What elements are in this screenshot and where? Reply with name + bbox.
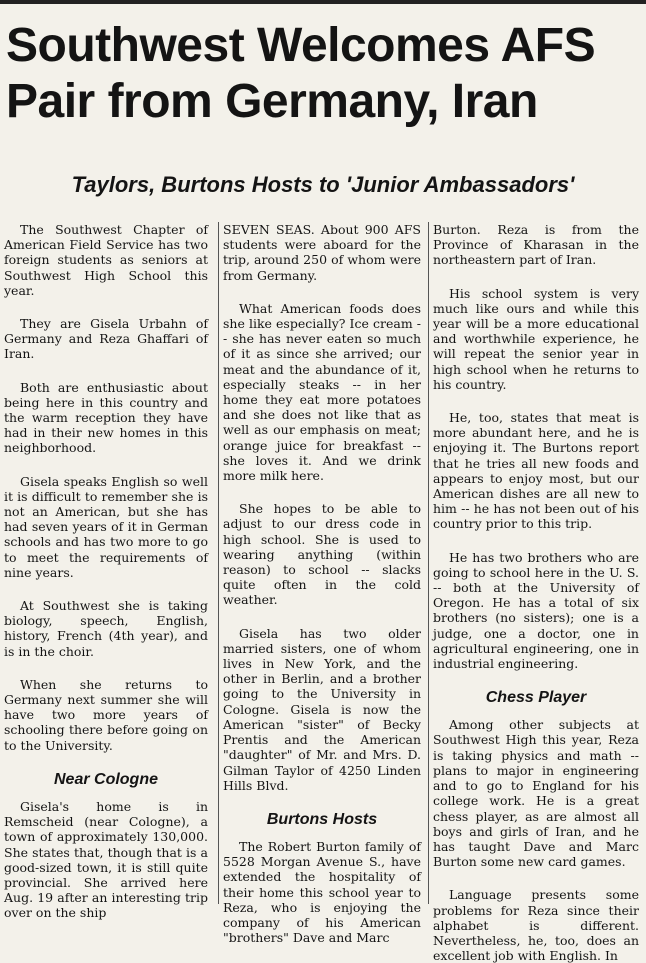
paragraph: What American foods does she like especially? Ice cream -- she has never eaten so much of it as since she arrived; our meat and the abundance of it, especially steaks -- in her home they eat more potatoes and she does not like that as well as our emphasis on meat; orange juice for breakfast -- she loves it. And we drink more milk here.: [223, 300, 421, 484]
paragraph: Both are enthusiastic about being here in this country and the warm reception they have had in their new homes in this neighborhood.: [4, 379, 208, 456]
subheadline: Taylors, Burtons Hosts to 'Junior Ambassadors': [71, 172, 575, 197]
column-2: [218, 222, 421, 946]
paragraph: He has two brothers who are going to school here in the U. S. -- both at the University of Oregon. He has a total of six brothers (no sisters); one is a judge, one a doctor, one in agricultural engineering, one in industrial engineering.: [433, 549, 639, 672]
paragraph: They are Gisela Urbahn of Germany and Reza Ghaffari of Iran.: [4, 316, 208, 362]
section-heading: Chess Player: [485, 689, 587, 707]
section-heading: Burtons Hosts: [266, 810, 378, 828]
paragraph: At Southwest she is taking biology, speech, English, history, French (4th year), and is in the choir.: [4, 598, 208, 659]
column-3: [428, 222, 639, 963]
paragraph: Gisela has two older married sisters, one of whom lives in New York, and the other in Berlin, and a brother going to the University in Cologne. Gisela is now the American "sister" of Becky Prentis and the American "daughter" of Mr. and Mrs. D. Gilman Taylor of 4250 Linden Hills Blvd.: [223, 625, 421, 793]
paragraph: Among other subjects at Southwest High this year, Reza is taking physics and math -- plans to major in engineering and to go to England for his college work. He is a great chess player, as are almost all boys and girls of Iran, and he has taught Dave and Marc Burton some new card games.: [433, 717, 639, 870]
section-heading: Near Cologne: [53, 770, 158, 788]
paragraph: The Robert Burton family of 5528 Morgan Avenue S., have extended the hospitality of their home this school year to Reza, who is enjoying the company of his American "brothers" Dave and Marc: [223, 838, 421, 946]
top-rule: [0, 0, 646, 4]
paragraph: The Southwest Chapter of American Field Service has two foreign students as seniors at Southwest High School this year.: [4, 222, 208, 298]
paragraph: His school system is very much like ours and while this year will be a more educational and worthwhile experience, he will repeat the senior year in high school when he returns to his country.: [433, 285, 639, 392]
paragraph: He, too, states that meat is more abundant here, and he is enjoying it. The Burtons report that he tries all new foods and appears to enjoy most, but our American dishes are all new to him -- he has not been out of his country prior to this trip.: [433, 410, 639, 532]
paragraph: She hopes to be able to adjust to our dress code in high school. She is used to wearing anything (within reason) to school -- slacks quite often in the cold weather.: [223, 501, 421, 608]
article-body: [4, 222, 642, 963]
column-1: [4, 222, 208, 921]
paragraph: Gisela's home is in Remscheid (near Cologne), a town of approximately 130,000. She states that, though that is a good-sized town, it is still quite provincial. She arrived here Aug. 19 after an interesting trip over on the ship: [4, 798, 208, 921]
paragraph: Burton. Reza is from the Province of Kharasan in the northeastern part of Iran.: [433, 222, 639, 268]
paragraph: Language presents some problems for Reza since their alphabet is different. Nevertheless, he, too, does an excellent job with English. In: [433, 887, 639, 963]
headline: Southwest Welcomes AFS Pair from Germany, Iran: [6, 19, 596, 128]
paragraph: Gisela speaks English so well it is difficult to remember she is not an American, but she has had seven years of it in German schools and has two more to go to meet the requirements of nine years.: [4, 473, 208, 580]
paragraph: When she returns to Germany next summer she will have two more years of schooling there before going on to the University.: [4, 676, 208, 753]
paragraph: SEVEN SEAS. About 900 AFS students were aboard for the trip, around 250 of whom were from Germany.: [223, 222, 421, 283]
